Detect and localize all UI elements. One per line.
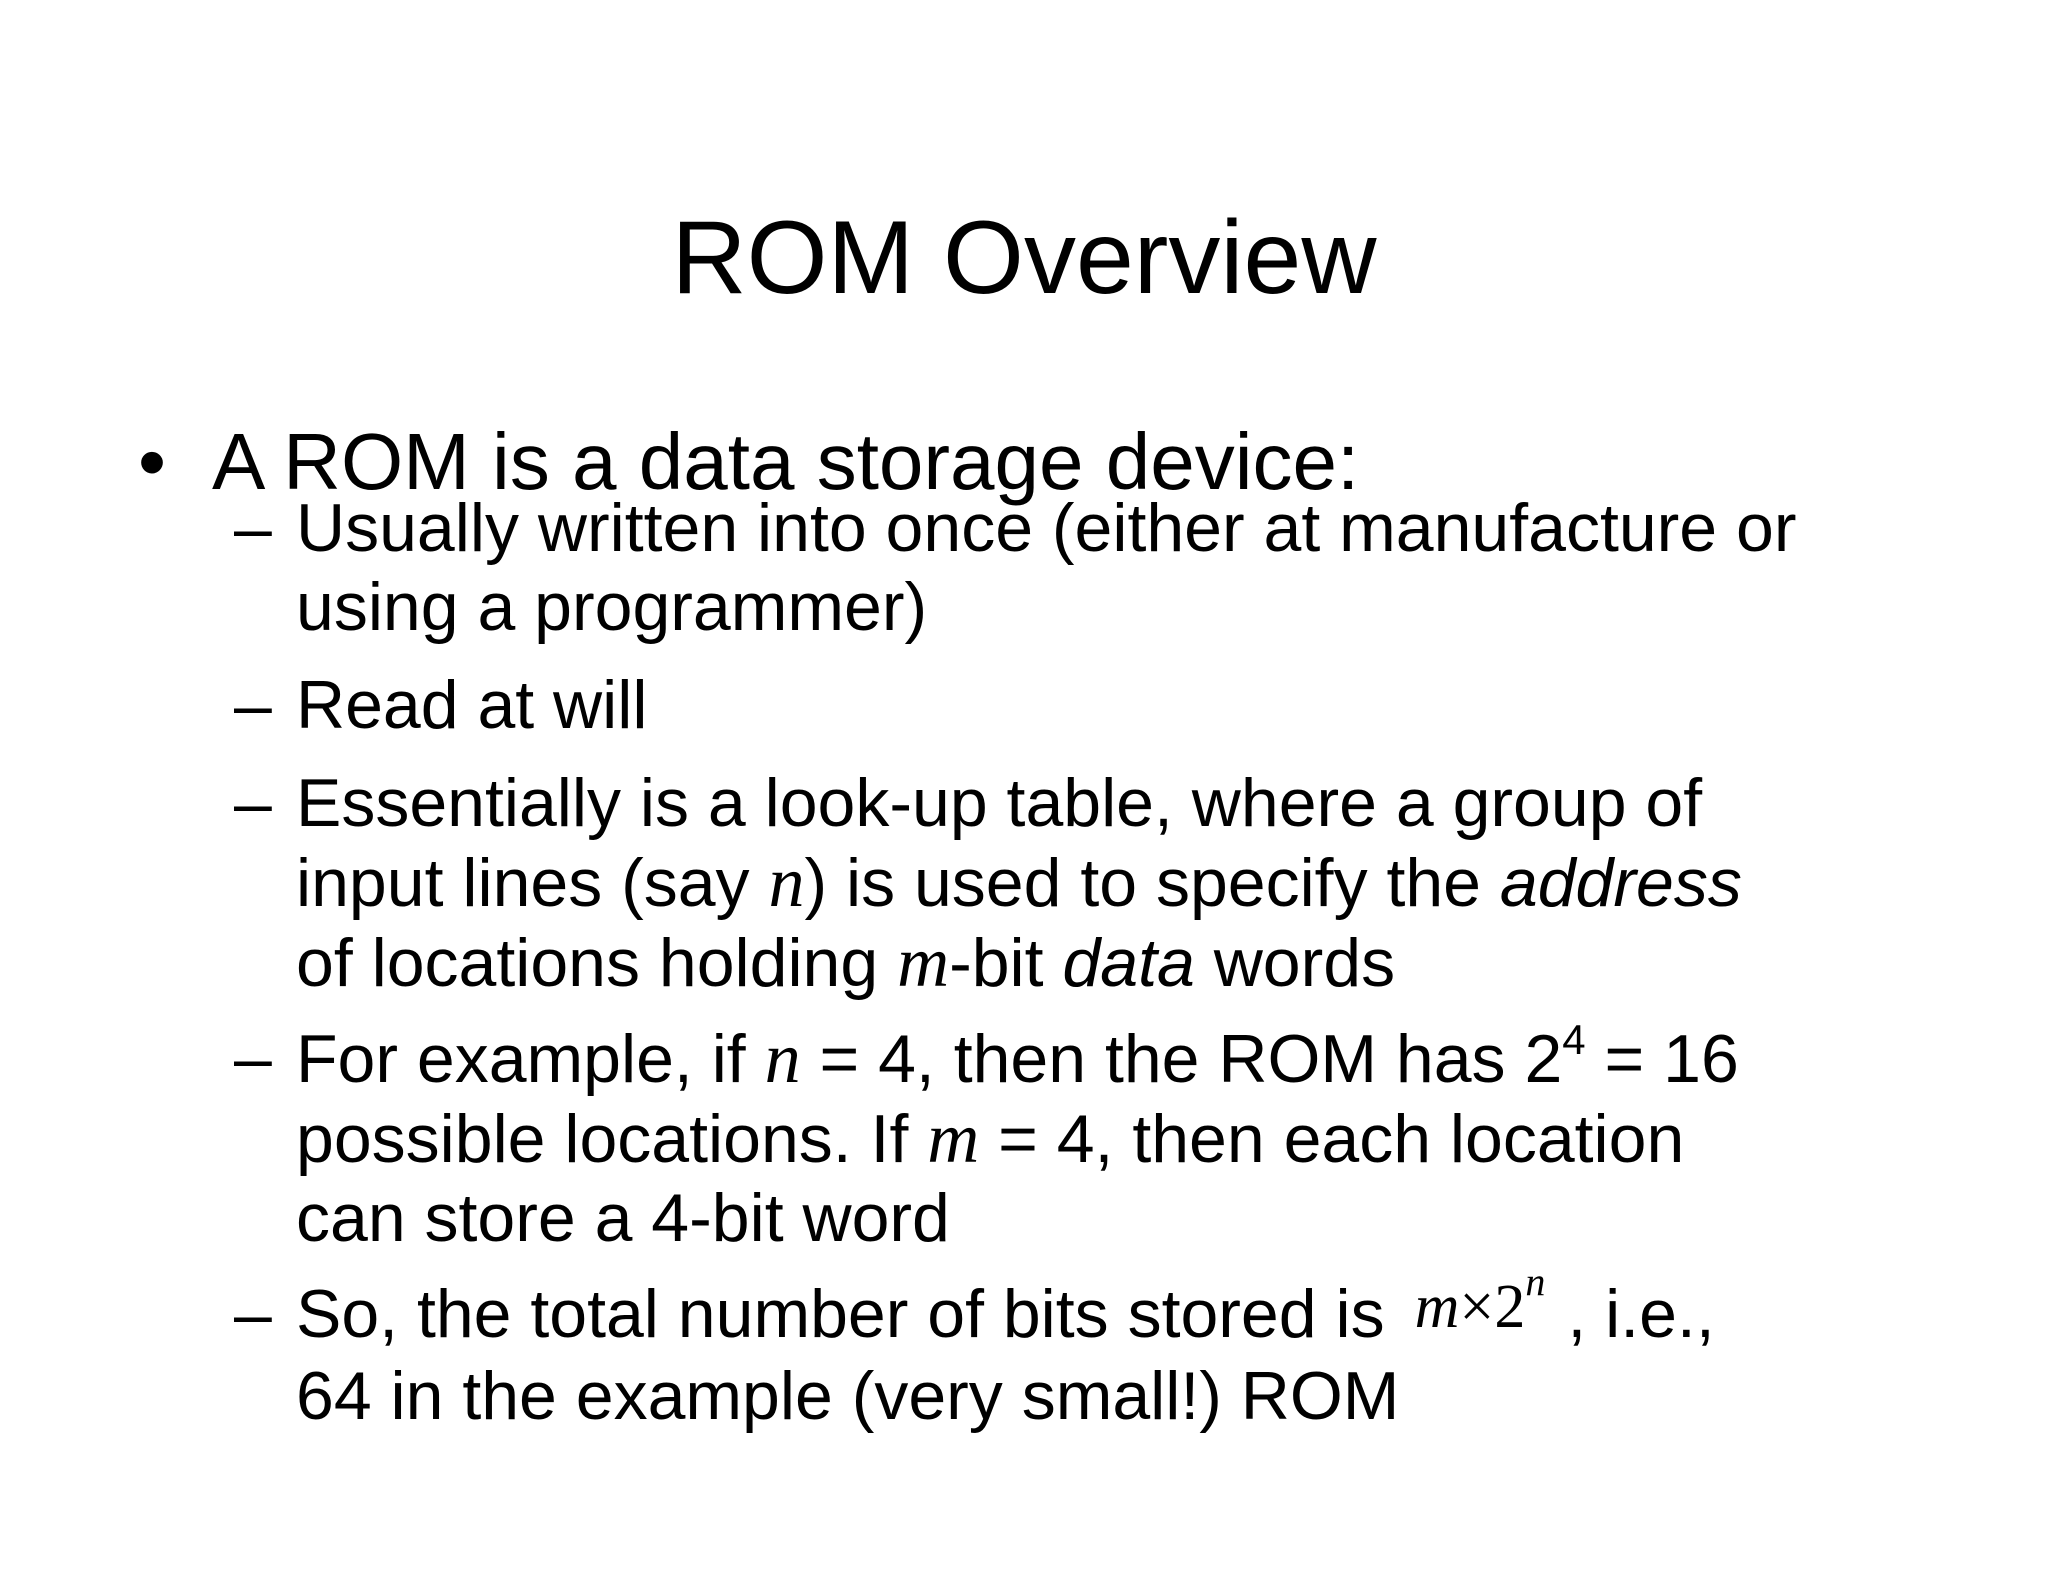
sub-bullet-read-at-will bbox=[234, 666, 648, 745]
sub-bullet-line: Essentially is a look-up table, where a group of bbox=[296, 765, 1703, 841]
sub-bullet-line: Usually written into once (either at manufacture or bbox=[296, 490, 1797, 566]
text-run: For example, if bbox=[296, 1021, 765, 1097]
sub-bullet-line bbox=[296, 923, 1742, 1003]
text-run: ) is used to specify the bbox=[804, 845, 1500, 921]
formula-exponent: n bbox=[1525, 1259, 1546, 1304]
sub-bullet-line: Read at will bbox=[296, 667, 648, 743]
sub-bullet-line: can store a 4-bit word bbox=[296, 1180, 950, 1256]
formula-m-times-2-to-n bbox=[1414, 1259, 1546, 1341]
formula-m: m bbox=[1414, 1273, 1460, 1341]
sub-bullet-example bbox=[234, 1016, 1739, 1258]
main-bullet-text: A ROM is a data storage device: bbox=[212, 417, 1360, 506]
slide-title: ROM Overview bbox=[671, 200, 1377, 316]
text-run: possible locations. If bbox=[296, 1101, 928, 1177]
text-run: input lines (say bbox=[296, 845, 769, 921]
dash-marker: – bbox=[234, 1020, 272, 1096]
dash-marker: – bbox=[234, 1276, 272, 1352]
dash-marker: – bbox=[234, 667, 272, 743]
text-run: = 4, then each location bbox=[979, 1101, 1685, 1177]
sub-bullet-total-bits bbox=[234, 1259, 1715, 1436]
variable-n: n bbox=[768, 842, 805, 922]
sub-bullet-written-once bbox=[234, 489, 1796, 647]
sub-bullet-lookup-table bbox=[234, 764, 1742, 1003]
text-run: So, the total number of bits stored is bbox=[296, 1276, 1385, 1352]
emphasis-data: data bbox=[1062, 925, 1195, 1001]
sub-bullet-line bbox=[296, 1016, 1739, 1099]
variable-m: m bbox=[897, 922, 950, 1002]
sub-bullet-line bbox=[296, 1099, 1739, 1179]
dash-marker: – bbox=[234, 765, 272, 841]
text-run: = 4, then the ROM has 2 bbox=[800, 1021, 1563, 1097]
text-run: , i.e., bbox=[1567, 1276, 1715, 1352]
text-run: = 16 bbox=[1585, 1021, 1739, 1097]
variable-n: n bbox=[764, 1018, 801, 1098]
text-run: of locations holding bbox=[296, 925, 898, 1001]
emphasis-address: address bbox=[1499, 845, 1742, 921]
dash-marker: – bbox=[234, 490, 272, 566]
text-run: -bit bbox=[949, 925, 1063, 1001]
sub-bullet-line bbox=[296, 1259, 1715, 1357]
formula-times: × bbox=[1459, 1273, 1495, 1341]
sub-bullet-line bbox=[296, 843, 1742, 923]
formula-base: 2 bbox=[1494, 1273, 1526, 1341]
sub-bullet-line: 64 in the example (very small!) ROM bbox=[296, 1358, 1400, 1434]
sub-bullet-line: using a programmer) bbox=[296, 569, 928, 645]
exponent: 4 bbox=[1562, 1016, 1586, 1063]
variable-m: m bbox=[927, 1098, 980, 1178]
text-run: words bbox=[1194, 925, 1396, 1001]
bullet-marker: • bbox=[138, 417, 167, 506]
